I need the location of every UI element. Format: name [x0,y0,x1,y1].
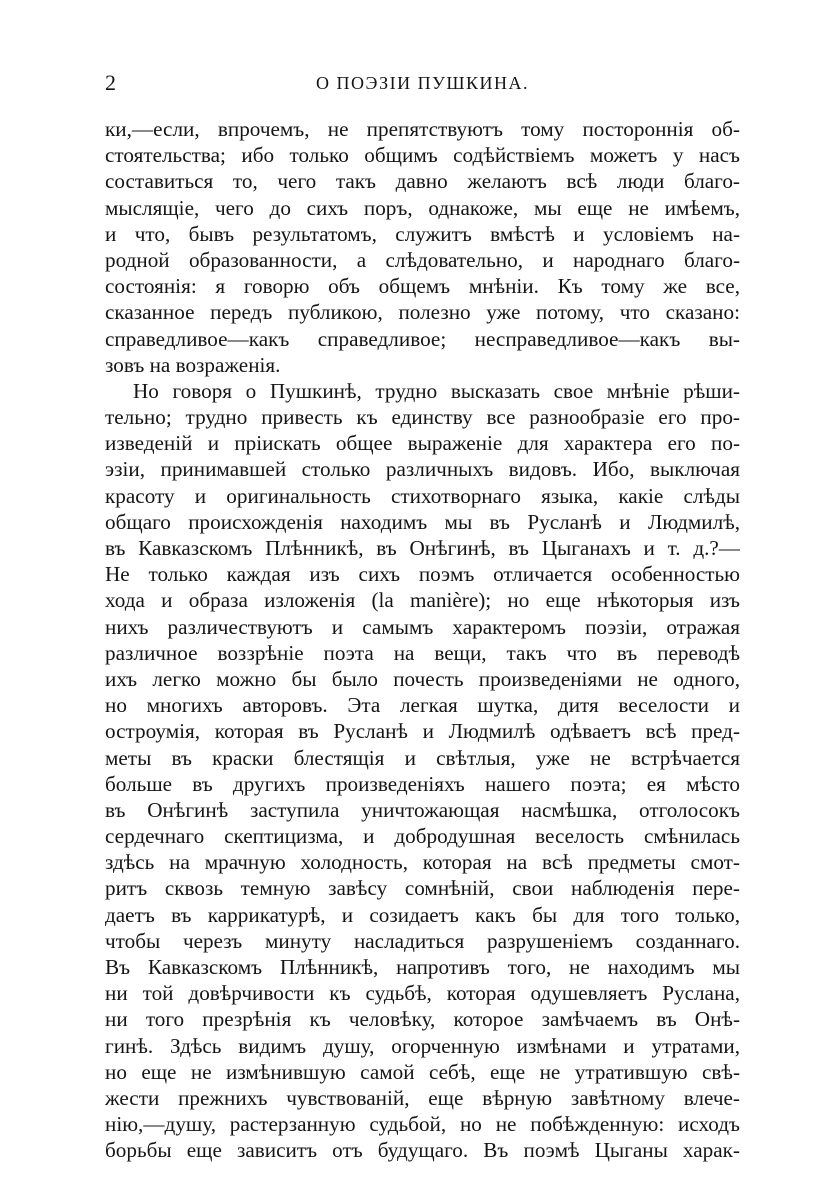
text-line: красоту и оригинальность стихотворнаго языка, какіе слѣды [105,483,740,508]
text-line: меты въ краски блестящія и свѣтлыя, уже не встрѣчается [105,745,740,770]
text-line: составиться то, чего такъ давно желаютъ всѣ люди благо- [105,169,740,194]
text-line: ихъ легко можно бы было почесть произведеніями не одного, [105,666,740,691]
text-line: здѣсь на мрачную холодность, которая на всѣ предметы смот- [105,850,740,875]
text-line: эзіи, принимавшей столько различныхъ видовъ. Ибо, выключая [105,457,740,482]
text-line: Въ Кавказскомъ Плѣнникѣ, напротивъ того, не находимъ мы [105,955,740,979]
text-line: ни той довѣрчивости къ судьбѣ, которая одушевляетъ Руслана, [105,981,740,1006]
text-line: Не только каждая изъ сихъ поэмъ отличается особенностью [105,562,740,587]
text-line: общаго происхожденія находимъ мы въ Русланѣ и Людмилѣ, [105,509,740,534]
text-line: ритъ сквозь темную завѣсу сомнѣній, свои наблюденія пере- [105,876,740,901]
text-line: ни того презрѣнія къ человѣку, которое замѣчаемъ въ Онѣ- [105,1007,740,1032]
text-line: сказанное передъ публикою, полезно уже потому, что сказано: [105,300,740,325]
header-title: О ПОЭЗІИ ПУШКИНА. [315,73,529,93]
text-line: стоятельства; ибо только общимъ содѣйствіемъ можетъ у насъ [105,143,740,168]
text-line: борьбы еще зависитъ отъ будущаго. Въ поэмѣ Цыганы харак- [105,1138,740,1163]
text-line: остроумія, которая въ Русланѣ и Людмилѣ одѣваетъ всѣ пред- [105,719,740,744]
text-line-paragraph-end: зовъ на возраженія. [105,352,281,377]
text-line: въ Кавказскомъ Плѣнникѣ, въ Онѣгинѣ, въ Цыганахъ и т. д.?— [105,536,740,560]
text-line: нихъ различествуютъ и самымъ характеромъ поэзіи, отражая [105,614,740,639]
text-line: но еще не измѣнившую самой себѣ, еще не утратившую свѣ- [105,1059,740,1084]
body-text [105,116,740,1164]
text-line: въ Онѣгинѣ заступила уничтожающая насмѣшка, отголосокъ [105,797,740,822]
page-number: 2 [105,70,116,95]
text-line: нію,—душу, растерзанную судьбой, но не побѣжденную: исходъ [105,1112,740,1137]
text-line: хода и образа изложенія (la manière); но еще нѣкоторыя изъ [105,588,740,613]
text-line: сердечнаго скептицизма, и добродушная веселость смѣнилась [105,824,740,849]
text-line: даетъ въ каррикатурѣ, и созидаетъ какъ бы для того только, [105,902,740,927]
text-line: тельно; трудно привесть къ единству все разнообразіе его про- [105,405,740,430]
text-line: ки,—если, впрочемъ, не препятствуютъ тому постороннія об- [105,117,740,141]
text-line: родной образованности, а слѣдовательно, и народнаго благо- [105,247,740,272]
text-line: различное воззрѣніе поэта на вещи, такъ что въ переводѣ [105,640,740,665]
text-line: справедливое—какъ справедливое; несправедливое—какъ вы- [105,326,740,351]
text-line: изведеній и пріискать общее выраженіе для характера его по- [105,431,740,456]
text-line: но многихъ авторовъ. Эта легкая шутка, дитя веселости и [105,693,740,718]
text-line: и что, бывъ результатомъ, служитъ вмѣстѣ и условіемъ на- [105,221,740,246]
text-line-paragraph-start: Но говоря о Пушкинѣ, трудно высказать свое мнѣніе рѣши- [133,378,740,403]
text-line: больше въ другихъ произведеніяхъ нашего поэта; ея мѣсто [105,771,740,796]
running-header [105,70,740,96]
text-line: гинѣ. Здѣсь видимъ душу, огорченную измѣнами и утратами, [105,1033,740,1058]
text-line: мыслящіе, чего до сихъ поръ, однакоже, мы еще не имѣемъ, [105,195,740,220]
text-line: жести прежнихъ чувствованій, еще вѣрную завѣтному влече- [105,1085,740,1110]
text-line: чтобы черезъ минуту насладиться разрушеніемъ созданнаго. [105,928,740,953]
text-line: состоянія: я говорю объ общемъ мнѣніи. Къ тому же все, [105,274,740,299]
